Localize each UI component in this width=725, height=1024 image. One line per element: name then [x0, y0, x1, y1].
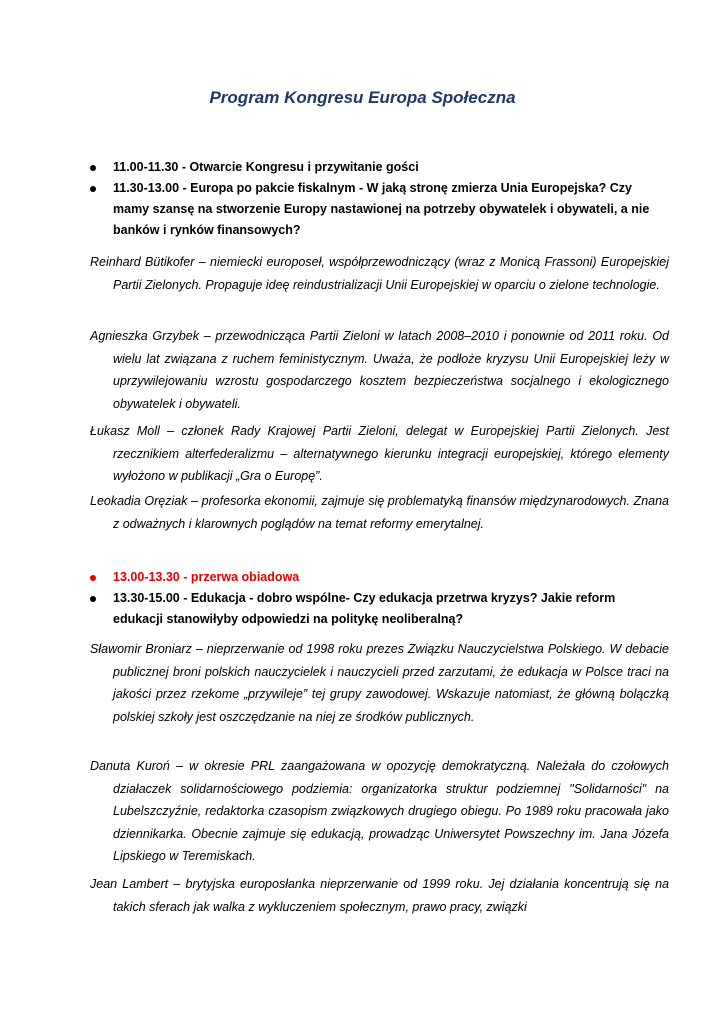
agenda-item: 13.30-15.00 - Edukacja - dobro wspólne- Czy edukacja przetrwa kryzys? Jakie reform edukacji stanowiłyby odpowiedzi na politykę neoliberalną?: [90, 588, 650, 630]
bullet-icon: [90, 575, 96, 581]
speaker-bio: Jean Lambert – brytyjska europosłanka nieprzerwanie od 1999 roku. Jej działania koncentrują się na takich sferach jak walka z wykluczeniem społecznym, prawo pracy, związki: [90, 877, 669, 914]
agenda-item: 11.30-13.00 - Europa po pakcie fiskalnym - W jaką stronę zmierza Unia Europejska? Czy mamy szansę na stworzenie Europy nastawionej na potrzeby obywatelek i obywateli, a nie banków i rynków finansowych?: [90, 178, 650, 241]
agenda-list-2: [90, 567, 650, 630]
agenda-item: 11.00-11.30 - Otwarcie Kongresu i przywitanie gości: [90, 157, 650, 178]
speaker-bio: Leokadia Oręziak – profesorka ekonomii, zajmuje się problematyką finansów międzynarodowych. Znana z odważnych i klarownych poglądów na temat reformy emerytalnej.: [90, 494, 669, 531]
speaker-bio: Łukasz Moll – członek Rady Krajowej Partii Zieloni, delegat w Europejskiej Partii Zielonych. Jest rzecznikiem alterfederalizmu – alternatywnego kierunku integracji europejskiej, którego elementy wyłożono w publikacji „Gra o Europę”.: [90, 424, 669, 483]
agenda-list-1: [90, 157, 650, 241]
speaker-bio: Sławomir Broniarz – nieprzerwanie od 1998 roku prezes Związku Nauczycielstwa Polskiego. W debacie publicznej broni polskich nauczycielek i nauczycieli przed zarzutami, że edukacja w Polsce traci na jakości przez rzekome „przywileje” tej grupy zawodowej. Wskazuje natomiast, że główną bolączką polskiej szkoły jest oszczędzanie na niej ze środków publicznych.: [90, 642, 669, 724]
speaker-bio: Reinhard Bütikofer – niemiecki europoseł, współprzewodniczący (wraz z Monicą Frassoni) Europejskiej Partii Zielonych. Propaguje ideę reindustrializacji Unii Europejskiej w oparciu o zielone technologie.: [90, 255, 669, 292]
speaker-bio: Danuta Kuroń – w okresie PRL zaangażowana w opozycję demokratyczną. Należała do czołowych działaczek solidarnościowego podziemia: organizatorka struktur podziemnej "Solidarności" na Lubelszczyźnie, redaktorka czasopism związkowych drugiego obiegu. Po 1989 roku pracowała jako dziennikarka. Obecnie zajmuje się edukacją, prowadząc Uniwersytet Powszechny im. Jana Józefa Lipskiego w Teremiskach.: [90, 759, 669, 863]
speaker-bio: Agnieszka Grzybek – przewodnicząca Partii Zieloni w latach 2008–2010 i ponownie od 2011 roku. Od wielu lat związana z ruchem feministycznym. Uważa, że podłoże kryzysu Unii Europejskiej leży w uprzywilejowaniu wzrostu gospodarczego kosztem bezpieczeństwa socjalnego i ekologicznego obywatelek i obywateli.: [90, 329, 669, 411]
bullet-icon: [90, 165, 96, 171]
bullet-icon: [90, 596, 96, 602]
agenda-item-break: 13.00-13.30 - przerwa obiadowa: [90, 567, 650, 588]
bullet-icon: [90, 186, 96, 192]
page-title: Program Kongresu Europa Społeczna: [209, 88, 516, 107]
